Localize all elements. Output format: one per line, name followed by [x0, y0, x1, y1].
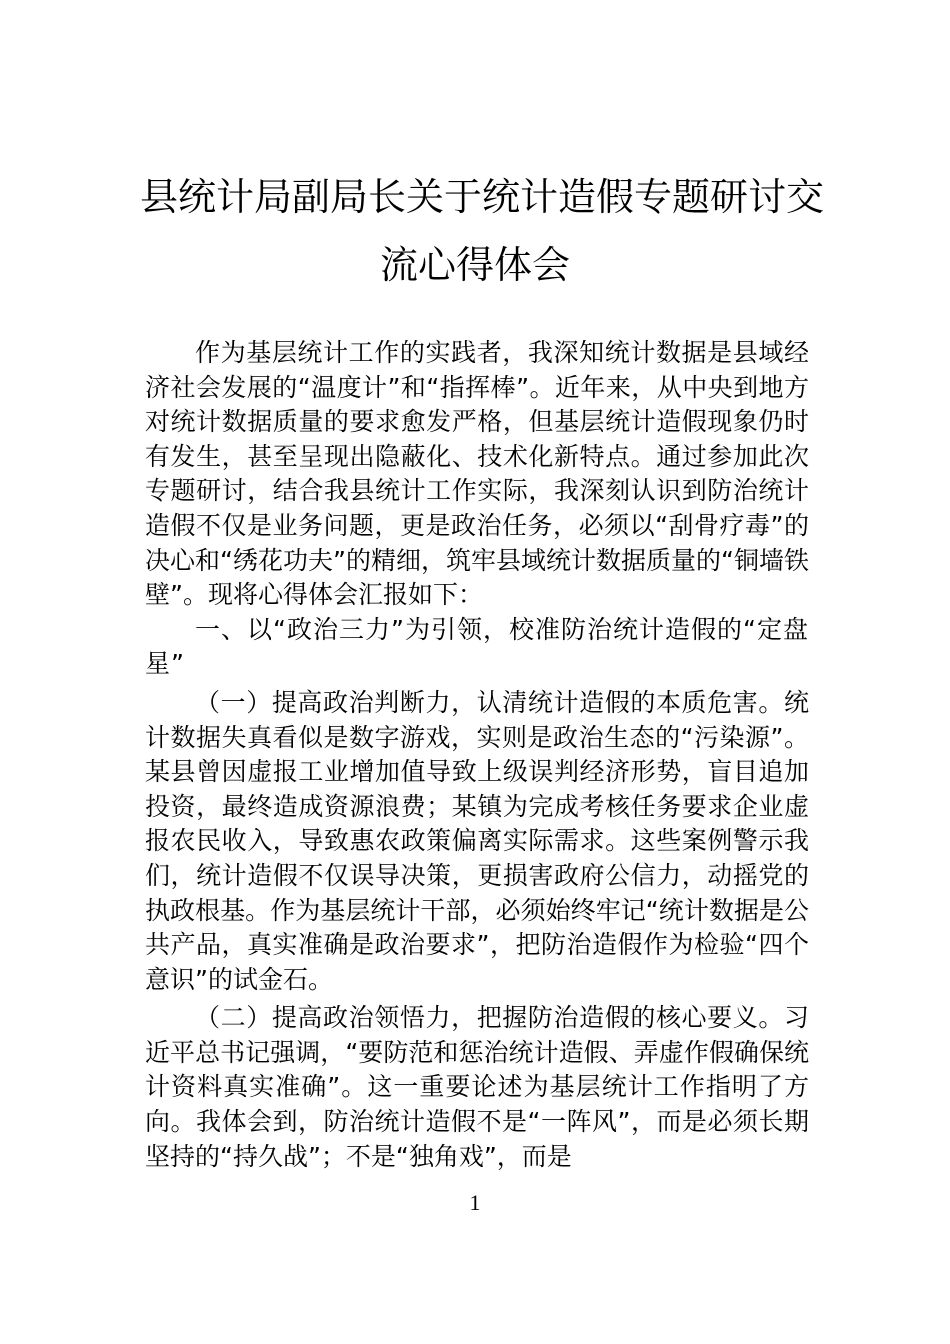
document-body — [145, 336, 809, 1174]
section-heading-1: 一、以“政治三力”为引领，校准防治统计造假的“定盘星” — [145, 614, 809, 679]
subsection-paragraph-2: （二）提高政治领悟力，把握防治造假的核心要义。习近平总书记强调，“要防范和惩治统计造假、弄虚作假确保统计资料真实准确”。这一重要论述为基层统计工作指明了方向。我体会到，防治统计造假不是“一阵风”，而是必须长期坚持的“持久战”；不是“独角戏”，而是 — [145, 1003, 809, 1171]
document-title-line-2: 流心得体会 — [379, 243, 570, 287]
intro-paragraph: 作为基层统计工作的实践者，我深知统计数据是县域经济社会发展的“温度计”和“指挥棒”。近年来，从中央到地方对统计数据质量的要求愈发严格，但基层统计造假现象仍时有发生，甚至呈现出隐蔽化、技术化新特点。通过参加此次专题研讨，结合我县统计工作实际，我深刻认识到防治统计造假不仅是业务问题，更是政治任务，必须以“刮骨疗毒”的决心和“绣花功夫”的精细，筑牢县域统计数据质量的“铜墙铁壁”。现将心得体会汇报如下： — [145, 338, 809, 610]
page-number: 1 — [469, 1190, 481, 1215]
subsection-paragraph-1: （一）提高政治判断力，认清统计造假的本质危害。统计数据失真看似是数字游戏，实则是政治生态的“污染源”。某县曾因虚报工业增加值导致上级误判经济形势，盲目追加投资，最终造成资源浪费；某镇为完成考核任务要求企业虚报农民收入，导致惠农政策偏离实际需求。这些案例警示我们，统计造假不仅误导决策，更损害政府公信力，动摇党的执政根基。作为基层统计干部，必须始终牢记“统计数据是公共产品，真实准确是政治要求”，把防治造假作为检验“四个意识”的试金石。 — [145, 687, 809, 994]
document-title-line-1: 县统计局副局长关于统计造假专题研讨交 — [140, 175, 825, 219]
